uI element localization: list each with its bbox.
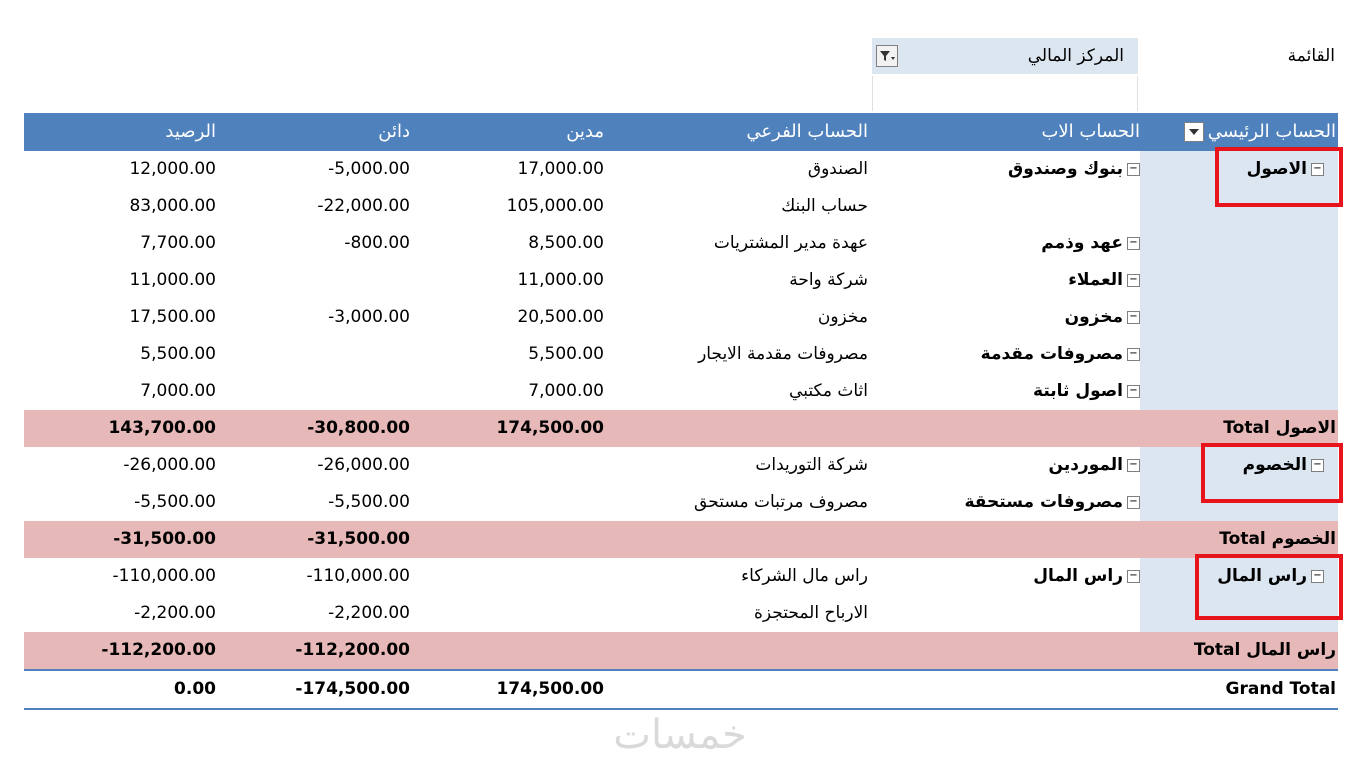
highlight-box-assets <box>1215 147 1343 207</box>
credit-cell: -2,200.00 <box>328 603 410 623</box>
header-main-account[interactable]: الحساب الرئيسي <box>1142 113 1336 151</box>
balance-cell: -110,000.00 <box>112 566 216 586</box>
sub-account-cell: شركة التوريدات <box>755 455 868 475</box>
filter-field-label: القائمة <box>1287 46 1335 66</box>
parent-account-cell[interactable]: −العملاء <box>920 262 1140 299</box>
credit-cell: -5,000.00 <box>328 159 410 179</box>
filter-selected-value: المركز المالي <box>1027 46 1124 66</box>
highlight-box-capital <box>1195 554 1343 620</box>
sub-account-cell: شركة واحة <box>789 270 868 290</box>
credit-cell: -110,000.00 <box>306 566 410 586</box>
filter-icon[interactable] <box>876 45 898 67</box>
debit-cell <box>444 521 604 558</box>
balance-cell: 12,000.00 <box>129 159 216 179</box>
debit-cell: 17,000.00 <box>517 159 604 179</box>
balance-cell: -112,200.00 <box>101 640 216 660</box>
balance-cell: 5,500.00 <box>140 344 216 364</box>
sub-account-cell: حساب البنك <box>781 196 868 216</box>
collapse-minus-icon[interactable]: − <box>1127 570 1140 583</box>
watermark-logo: خمسات <box>613 712 747 758</box>
collapse-minus-icon[interactable]: − <box>1127 496 1140 509</box>
sub-account-cell: عهدة مدير المشتريات <box>713 233 868 253</box>
credit-cell: -30,800.00 <box>307 418 410 438</box>
main-account-cell[interactable]: −الخصوم <box>1154 447 1324 484</box>
parent-account-cell[interactable]: −راس المال <box>920 558 1140 595</box>
assets-total-row <box>24 410 1338 447</box>
credit-cell: -26,000.00 <box>317 455 410 475</box>
parent-account-cell[interactable]: −مصروفات مقدمة <box>920 336 1140 373</box>
debit-cell <box>444 595 604 632</box>
main-account-cell[interactable]: −الاصول <box>1154 151 1324 188</box>
total-label: الخصوم Total <box>1219 529 1336 549</box>
dropdown-arrow-icon[interactable] <box>1184 122 1204 142</box>
total-label: الاصول Total <box>1223 418 1336 438</box>
collapse-minus-icon[interactable]: − <box>1127 163 1140 176</box>
debit-cell <box>444 632 604 669</box>
sub-account-cell: الصندوق <box>807 159 868 179</box>
sub-account-cell: مصروفات مقدمة الايجار <box>698 344 868 364</box>
table-row <box>24 558 1338 595</box>
empty-cell-under-filter <box>872 76 1138 111</box>
table-row <box>24 299 1338 336</box>
sub-account-cell: مصروف مرتبات مستحق <box>694 492 868 512</box>
total-label: راس المال Total <box>1193 640 1336 660</box>
liabilities-total-row <box>24 521 1338 558</box>
debit-cell: 20,500.00 <box>517 307 604 327</box>
credit-cell: -5,500.00 <box>328 492 410 512</box>
credit-cell <box>250 336 410 373</box>
credit-cell <box>250 373 410 410</box>
credit-cell: -3,000.00 <box>328 307 410 327</box>
header-credit: دائن <box>378 121 410 142</box>
collapse-minus-icon[interactable]: − <box>1311 570 1324 583</box>
debit-cell: 7,000.00 <box>528 381 604 401</box>
collapse-minus-icon[interactable]: − <box>1311 459 1324 472</box>
table-row <box>24 484 1338 521</box>
debit-cell: 5,500.00 <box>528 344 604 364</box>
balance-cell: -31,500.00 <box>113 529 216 549</box>
balance-cell: -2,200.00 <box>134 603 216 623</box>
total-label: Grand Total <box>1225 679 1336 699</box>
balance-cell: 7,000.00 <box>140 381 216 401</box>
collapse-minus-icon[interactable]: − <box>1311 163 1324 176</box>
pivot-table <box>24 113 1338 710</box>
balance-cell: -5,500.00 <box>134 492 216 512</box>
parent-account-cell[interactable]: −بنوك وصندوق <box>920 151 1140 188</box>
balance-cell: 83,000.00 <box>129 196 216 216</box>
parent-account-cell[interactable]: −مخزون <box>920 299 1140 336</box>
balance-cell: 143,700.00 <box>108 418 216 438</box>
sub-account-cell: الارباح المحتجزة <box>753 603 868 623</box>
highlight-box-liabilities <box>1201 443 1343 503</box>
table-row <box>24 373 1338 410</box>
debit-cell <box>444 484 604 521</box>
debit-cell: 11,000.00 <box>517 270 604 290</box>
table-row <box>24 188 1338 225</box>
filter-value-cell[interactable] <box>872 38 1138 74</box>
header-parent-account[interactable]: الحساب الاب <box>1041 121 1140 142</box>
assets-group <box>24 151 1338 410</box>
header-sub-account: الحساب الفرعي <box>746 121 868 142</box>
credit-cell: -112,200.00 <box>295 640 410 660</box>
sub-account-cell: اثاث مكتبي <box>789 381 868 401</box>
balance-cell: 11,000.00 <box>129 270 216 290</box>
balance-cell: 17,500.00 <box>129 307 216 327</box>
debit-cell: 174,500.00 <box>496 679 604 699</box>
credit-cell: -174,500.00 <box>295 679 410 699</box>
main-account-cell[interactable]: −راس المال <box>1154 558 1324 595</box>
credit-cell: -31,500.00 <box>307 529 410 549</box>
debit-cell: 174,500.00 <box>496 418 604 438</box>
credit-cell <box>250 262 410 299</box>
parent-account-cell[interactable]: −مصروفات مستحقة <box>920 484 1140 521</box>
debit-cell: 105,000.00 <box>506 196 604 216</box>
balance-cell: -26,000.00 <box>123 455 216 475</box>
capital-total-row <box>24 632 1338 669</box>
table-row <box>24 151 1338 188</box>
collapse-minus-icon[interactable]: − <box>1127 311 1140 324</box>
table-row <box>24 336 1338 373</box>
grand-total-row <box>24 669 1338 710</box>
credit-cell: -22,000.00 <box>317 196 410 216</box>
table-row <box>24 225 1338 262</box>
credit-cell: -800.00 <box>344 233 410 253</box>
table-row <box>24 262 1338 299</box>
table-row <box>24 447 1338 484</box>
collapse-minus-icon[interactable]: − <box>1127 385 1140 398</box>
balance-cell: 0.00 <box>174 679 216 699</box>
balance-cell: 7,700.00 <box>140 233 216 253</box>
debit-cell: 8,500.00 <box>528 233 604 253</box>
sub-account-cell: راس مال الشركاء <box>741 566 868 586</box>
sub-account-cell: مخزون <box>817 307 868 327</box>
collapse-minus-icon[interactable]: − <box>1127 237 1140 250</box>
debit-cell <box>444 447 604 484</box>
table-row <box>24 595 1338 632</box>
parent-account-cell[interactable]: −اصول ثابتة <box>920 373 1140 410</box>
collapse-minus-icon[interactable]: − <box>1127 274 1140 287</box>
header-balance: الرصيد <box>165 121 216 142</box>
debit-cell <box>444 558 604 595</box>
header-row <box>24 113 1338 151</box>
collapse-minus-icon[interactable]: − <box>1127 348 1140 361</box>
parent-account-cell[interactable]: −الموردين <box>920 447 1140 484</box>
collapse-minus-icon[interactable]: − <box>1127 459 1140 472</box>
parent-account-cell[interactable]: −عهد وذمم <box>920 225 1140 262</box>
header-debit: مدين <box>566 121 604 142</box>
